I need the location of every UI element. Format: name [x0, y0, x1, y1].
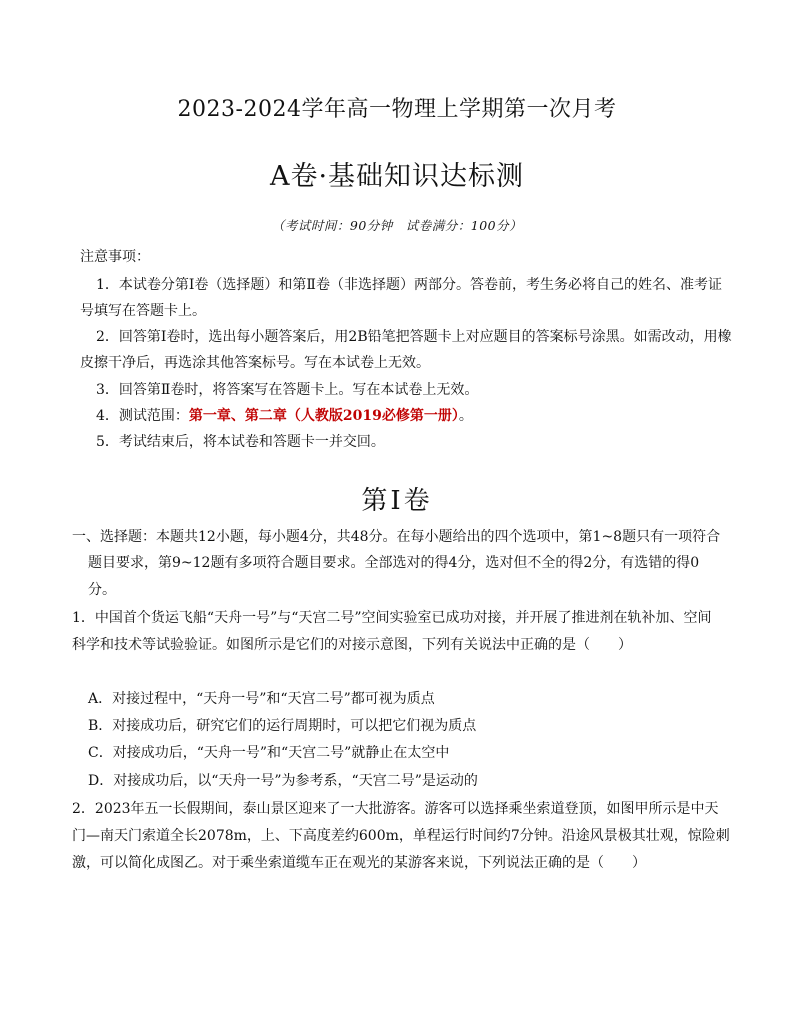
question-1-option-b: B．对接成功后，研究它们的运行周期时，可以把它们视为质点: [88, 718, 477, 734]
exam-title: 2023-2024学年高一物理上学期第一次月考: [177, 97, 617, 122]
note-4: [96, 405, 473, 425]
question-2-line-1: 2．2023年五一长假期间，泰山景区迎来了一大批游客。游客可以选择乘坐索道登顶，如图甲所示是中天: [72, 801, 719, 817]
section-instruction-line-3: 分。: [88, 582, 116, 598]
note-4-prefix: 4．测试范围：: [96, 408, 189, 424]
exam-subtitle: A卷·基础知识达标测: [269, 161, 525, 192]
question-1-option-c: C．对接成功后，“天舟一号”和“天宫二号”就静止在太空中: [88, 745, 450, 761]
note-3: 3．回答第Ⅱ卷时，将答案写在答题卡上。写在本试卷上无效。: [96, 382, 479, 398]
question-2-line-2: 门—南天门索道全长2078m，上、下高度差约600m，单程运行时间约7分钟。沿途风景极其壮观，惊险刺: [72, 828, 730, 844]
note-5: 5．考试结束后，将本试卷和答题卡一并交回。: [96, 434, 385, 450]
notes-heading: 注意事项：: [80, 249, 150, 265]
exam-time-score-info: （考试时间：90分钟 试卷满分：100分）: [271, 218, 523, 233]
note-4-scope: 第一章、第二章（人教版2019必修第一册）: [188, 408, 459, 424]
question-1-line-1: 1．中国首个货运飞船“天舟一号”与“天宫二号”空间实验室已成功对接，并开展了推进剂在轨补加、空间: [72, 610, 712, 626]
note-1-line-1: 1．本试卷分第Ⅰ卷（选择题）和第Ⅱ卷（非选择题）两部分。答卷前，考生务必将自己的姓名、准考证: [96, 277, 722, 293]
note-2-line-2: 皮擦干净后，再选涂其他答案标号。写在本试卷上无效。: [80, 355, 430, 371]
question-2-line-3: 激，可以简化成图乙。对于乘坐索道缆车正在观光的某游客来说，下列说法正确的是（ ）: [72, 855, 646, 871]
question-1-option-a: A．对接过程中，“天舟一号”和“天宫二号”都可视为质点: [88, 691, 435, 707]
note-1-line-2: 号填写在答题卡上。: [80, 303, 206, 319]
section-instruction-line-1: 一、选择题：本题共12小题，每小题4分，共48分。在每小题给出的四个选项中，第1~8题只有一项符合: [72, 529, 721, 545]
question-1-option-d: D．对接成功后，以“天舟一号”为参考系，“天宫二号”是运动的: [88, 773, 478, 789]
question-1-line-2: 科学和技术等试验验证。如图所示是它们的对接示意图，下列有关说法中正确的是（ ）: [72, 637, 632, 653]
section-title: 第Ⅰ卷: [361, 486, 433, 516]
note-4-suffix: 。: [458, 408, 473, 424]
note-2-line-1: 2．回答第Ⅰ卷时，选出每小题答案后，用2B铅笔把答题卡上对应题目的答案标号涂黑。如需改动，用橡: [96, 329, 732, 345]
section-instruction-line-2: 题目要求，第9~12题有多项符合题目要求。全部选对的得4分，选对但不全的得2分，有选错的得0: [88, 555, 700, 571]
